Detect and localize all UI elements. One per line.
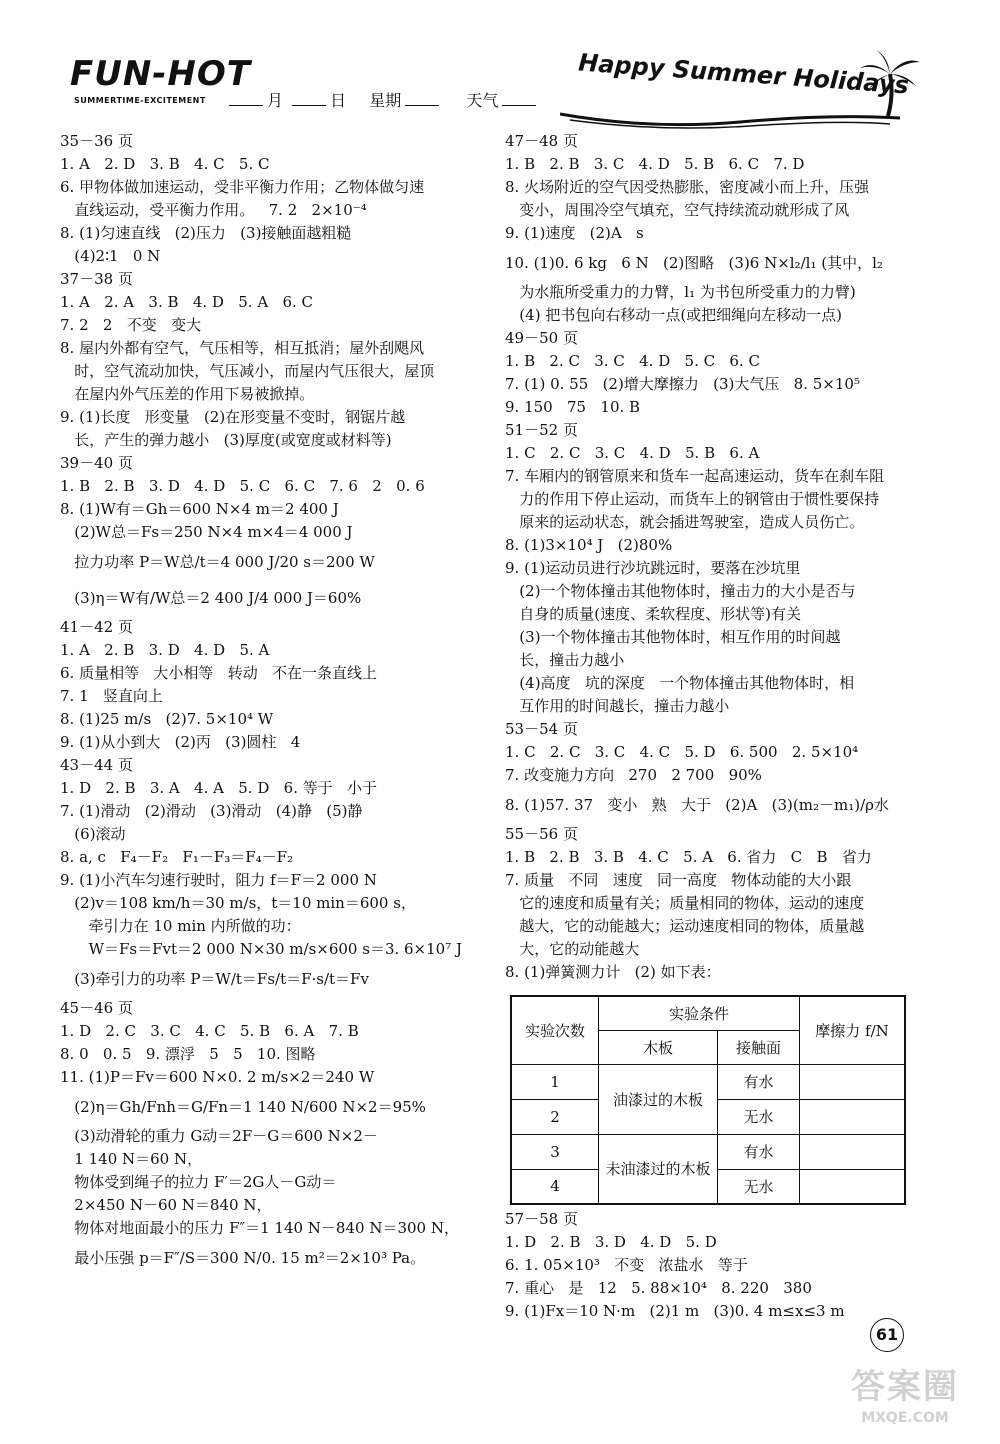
- surface-condition: 无水: [718, 1099, 800, 1134]
- answer-line: (4)高度 坑的深度 一个物体撞击其他物体时，相: [505, 674, 855, 692]
- answer-line: 8. a, c F₄－F₂ F₁－F₃＝F₄－F₂: [60, 848, 294, 866]
- answer-line: 力的作用下停止运动，而货车上的钢管由于惯性要保持: [505, 490, 880, 508]
- answer-line: 10. (1)0. 6 kg 6 N (2)图略 (3)6 N×l₂/l₁ (其中，l₂: [505, 254, 883, 272]
- right-column-bottom: [505, 1208, 915, 1323]
- experiment-table: [510, 995, 906, 1205]
- answer-line: 9. (1)速度 (2)A s: [505, 224, 644, 242]
- answer-line: (3)动滑轮的重力 G动＝2F－G＝600 N×2－: [60, 1127, 378, 1145]
- month-label: 月: [267, 91, 284, 110]
- answer-line: (3)η＝W有/W总＝2 400 J/4 000 J＝60%: [60, 589, 362, 607]
- answer-line: (4) 把书包向右移动一点(或把细绳向左移动一点): [505, 306, 843, 324]
- right-column: [505, 130, 915, 984]
- answer-line: 长，产生的弹力越小 (3)厚度(或宽度或材料等): [60, 431, 392, 449]
- page-number: 61: [870, 1318, 904, 1352]
- answer-line: 7. 重心 是 12 5. 88×10⁴ 8. 220 380: [505, 1279, 812, 1297]
- answer-line: 7. 2 2 不变 变大: [60, 316, 202, 334]
- answer-line: 在屋内外气压差的作用下易被掀掉。: [60, 385, 315, 403]
- answer-line: 直线运动，受平衡力作用。 7. 2 2×10⁻⁴: [60, 201, 367, 219]
- answer-line: 6. 质量相等 大小相等 转动 不在一条直线上: [60, 664, 377, 682]
- answer-line: 1. B 2. C 3. C 4. D 5. C 6. C: [505, 352, 760, 370]
- answer-line: 8. (1)弹簧测力计 (2) 如下表：: [505, 963, 721, 981]
- answer-line: 互作用的时间越长，撞击力越小: [505, 697, 730, 715]
- weekday-blank: [405, 105, 439, 106]
- answer-line: (2)一个物体撞击其他物体时，撞击力的大小是否与: [505, 582, 856, 600]
- answer-line: 越大，它的动能越大；运动速度相同的物体，质量越: [505, 917, 865, 935]
- answer-line: 2×450 N－60 N＝840 N，: [60, 1196, 272, 1214]
- weekday-label: 星期: [369, 91, 402, 110]
- trial-number: 1: [511, 1064, 599, 1099]
- left-column: [60, 130, 470, 1276]
- answer-line: 8. 屋内外都有空气，气压相等，相互抵消；屋外刮飓风: [60, 339, 425, 357]
- answer-line: 53－54 页: [505, 720, 578, 738]
- answer-line: 时，空气流动加快，气压减小，而屋内气压很大，屋顶: [60, 362, 435, 380]
- answer-line: 51－52 页: [505, 421, 578, 439]
- day-blank: [292, 105, 326, 106]
- answer-line: 它的速度和质量有关；质量相同的物体，运动的速度: [505, 894, 865, 912]
- trial-number: 4: [511, 1169, 599, 1204]
- happy-summer-holidays: Happy Summer Holidays: [577, 48, 910, 100]
- answer-line: 9. (1)运动员进行沙坑跳远时，要落在沙坑里: [505, 559, 801, 577]
- answer-line: 55－56 页: [505, 825, 578, 843]
- answer-line: 1. D 2. B 3. A 4. A 5. D 6. 等于 小于: [60, 779, 378, 797]
- surface-condition: 无水: [718, 1169, 800, 1204]
- answer-line: 8. (1)25 m/s (2)7. 5×10⁴ W: [60, 710, 274, 728]
- answer-line: 1. C 2. C 3. C 4. D 5. B 6. A: [505, 444, 760, 462]
- answer-line: 7. 1 竖直向上: [60, 687, 163, 705]
- answer-line: (2)W总＝Fs＝250 N×4 m×4＝4 000 J: [60, 523, 353, 541]
- answer-line: 35－36 页: [60, 132, 133, 150]
- answer-line: 8. 0 0. 5 9. 漂浮 5 5 10. 图略: [60, 1045, 316, 1063]
- answer-line: 拉力功率 P＝W总/t＝4 000 J/20 s＝200 W: [60, 553, 375, 571]
- answer-line: 原来的运动状态，就会插进驾驶室，造成人员伤亡。: [505, 513, 865, 531]
- trial-number: 3: [511, 1134, 599, 1169]
- answer-line: 9. 150 75 10. B: [505, 398, 641, 416]
- answer-line: 9. (1)从小到大 (2)丙 (3)圆柱 4: [60, 733, 301, 751]
- answer-line: 为水瓶所受重力的力臂，l₁ 为书包所受重力的力臂): [505, 283, 856, 301]
- answer-line: 1. D 2. C 3. C 4. C 5. B 6. A 7. B: [60, 1022, 359, 1040]
- weather-blank: [502, 105, 536, 106]
- date-fields: [225, 88, 540, 111]
- answer-line: 9. (1)小汽车匀速行驶时，阻力 f＝F＝2 000 N: [60, 871, 377, 889]
- answer-line: 1. C 2. C 3. C 4. C 5. D 6. 500 2. 5×10⁴: [505, 743, 859, 761]
- friction-cell: [800, 1134, 906, 1169]
- answer-line: 1. A 2. D 3. B 4. C 5. C: [60, 155, 270, 173]
- palm-tree-icon: [860, 46, 920, 116]
- answer-line: 牵引力在 10 min 内所做的功：: [60, 917, 301, 935]
- answer-line: 39－40 页: [60, 454, 133, 472]
- answer-line: 物体对地面最小的压力 F″＝1 140 N－840 N＝300 N，: [60, 1219, 459, 1237]
- answer-line: 7. 车厢内的钢管原来和货车一起高速运动，货车在刹车阻: [505, 467, 885, 485]
- answer-line: 1 140 N＝60 N，: [60, 1150, 203, 1168]
- answer-line: 7. (1) 0. 55 (2)增大摩擦力 (3)大气压 8. 5×10⁵: [505, 375, 860, 393]
- answer-line: 自身的质量(速度、柔软程度、形状等)有关: [505, 605, 802, 623]
- answer-line: 11. (1)P＝Fv＝600 N×0. 2 m/s×2＝240 W: [60, 1068, 375, 1086]
- answer-line: (3)牵引力的功率 P＝W/t＝Fs/t＝F·s/t＝Fv: [60, 970, 369, 988]
- answer-line: (4)2∶1 0 N: [60, 247, 161, 265]
- answer-line: 43－44 页: [60, 756, 133, 774]
- header-friction: 摩擦力 f/N: [800, 996, 906, 1064]
- answer-line: 1. A 2. B 3. D 4. D 5. A: [60, 641, 270, 659]
- answer-line: 41－42 页: [60, 618, 133, 636]
- answer-line: 47－48 页: [505, 132, 578, 150]
- surface-condition: 有水: [718, 1134, 800, 1169]
- answer-line: 6. 1. 05×10³ 不变 浓盐水 等于: [505, 1256, 748, 1274]
- answer-line: 长，撞击力越小: [505, 651, 625, 669]
- day-label: 日: [330, 91, 347, 110]
- wave-decoration: [560, 108, 900, 130]
- answer-line: 37－38 页: [60, 270, 133, 288]
- watermark-url: MXQE.COM: [861, 1410, 949, 1426]
- fun-hot-logo: FUN-HOT: [70, 54, 251, 94]
- page-header: [60, 40, 920, 130]
- answer-line: 1. B 2. B 3. C 4. D 5. B 6. C 7. D: [505, 155, 805, 173]
- board-type: 未油漆过的木板: [599, 1134, 718, 1204]
- answer-line: 6. 甲物体做加速运动，受非平衡力作用；乙物体做匀速: [60, 178, 425, 196]
- header-board: 木板: [599, 1030, 718, 1064]
- board-type: 油漆过的木板: [599, 1064, 718, 1134]
- answer-line: (2)η＝Gh/Fnh＝G/Fn＝1 140 N/600 N×2＝95%: [60, 1098, 426, 1116]
- answer-line: 1. B 2. B 3. D 4. D 5. C 6. C 7. 6 2 0. 6: [60, 477, 425, 495]
- answer-line: 9. (1)长度 形变量 (2)在形变量不变时，钢锯片越: [60, 408, 406, 426]
- answer-line: 7. 改变施力方向 270 2 700 90%: [505, 766, 762, 784]
- weather-label: 天气: [466, 91, 499, 110]
- friction-cell: [800, 1064, 906, 1099]
- friction-cell: [800, 1169, 906, 1204]
- answer-line: (2)v＝108 km/h＝30 m/s，t＝10 min＝600 s，: [60, 894, 416, 912]
- header-conditions: 实验条件: [599, 996, 800, 1030]
- answer-line: 8. (1)3×10⁴ J (2)80%: [505, 536, 673, 554]
- answer-line: 1. B 2. B 3. B 4. C 5. A 6. 省力 C B 省力: [505, 848, 872, 866]
- month-blank: [229, 105, 263, 106]
- answer-line: 45－46 页: [60, 999, 133, 1017]
- header-trial: 实验次数: [511, 996, 599, 1064]
- answer-line: 大，它的动能越大: [505, 940, 640, 958]
- answer-line: 1. A 2. A 3. B 4. D 5. A 6. C: [60, 293, 314, 311]
- surface-condition: 有水: [718, 1064, 800, 1099]
- answer-line: 最小压强 p＝F″/S＝300 N/0. 15 m²＝2×10³ Pa。: [60, 1249, 426, 1267]
- answer-line: 8. (1)W有＝Gh＝600 N×4 m＝2 400 J: [60, 500, 339, 518]
- friction-cell: [800, 1099, 906, 1134]
- trial-number: 2: [511, 1099, 599, 1134]
- answer-line: 8. (1)57. 37 变小 熟 大于 (2)A (3)(m₂－m₁)/ρ水: [505, 796, 889, 814]
- answer-line: W＝Fs＝Fvt＝2 000 N×30 m/s×600 s＝3. 6×10⁷ J: [60, 940, 463, 958]
- answer-line: 49－50 页: [505, 329, 578, 347]
- watermark-title: 答案圈: [851, 1367, 959, 1407]
- header-surface: 接触面: [718, 1030, 800, 1064]
- answer-line: 物体受到绳子的拉力 F′＝2G人－G动＝: [60, 1173, 337, 1191]
- answer-line: 变小，周围冷空气填充，空气持续流动就形成了风: [505, 201, 850, 219]
- answer-line: 9. (1)Fx＝10 N·m (2)1 m (3)0. 4 m≤x≤3 m: [505, 1302, 845, 1320]
- answer-line: 7. (1)滑动 (2)滑动 (3)滑动 (4)静 (5)静: [60, 802, 363, 820]
- answer-line: (3)一个物体撞击其他物体时，相互作用的时间越: [505, 628, 841, 646]
- answer-line: 8. (1)匀速直线 (2)压力 (3)接触面越粗糙: [60, 224, 352, 242]
- logo-subtitle: SUMMERTIME-EXCITEMENT: [74, 96, 206, 105]
- answer-line: 57－58 页: [505, 1210, 578, 1228]
- answer-line: 7. 质量 不同 速度 同一高度 物体动能的大小跟: [505, 871, 852, 889]
- watermark: [830, 1365, 980, 1435]
- answer-line: (6)滚动: [60, 825, 126, 843]
- answer-line: 8. 火场附近的空气因受热膨胀，密度减小而上升，压强: [505, 178, 870, 196]
- answer-line: 1. D 2. B 3. D 4. D 5. D: [505, 1233, 717, 1251]
